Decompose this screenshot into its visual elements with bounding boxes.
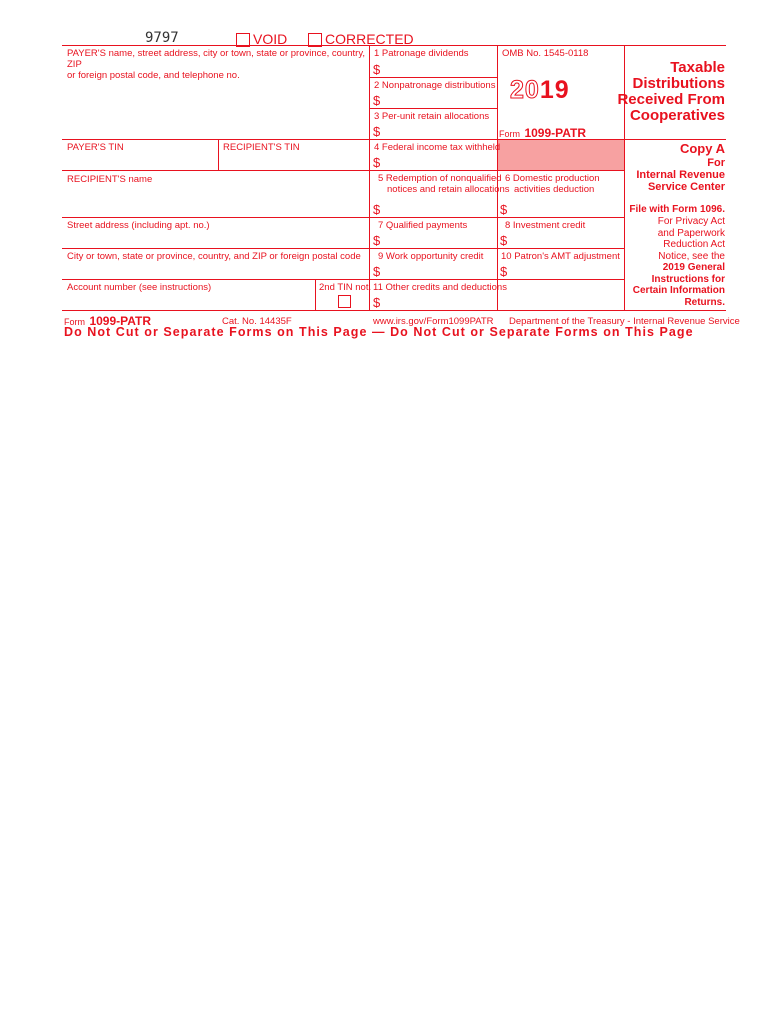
recipient-name-bottom-line (62, 217, 369, 218)
do-not-cut-warning: Do Not Cut or Separate Forms on This Page — Do Not Cut or Separate Forms on This Page (64, 325, 694, 339)
title-bottom-line (624, 139, 726, 140)
form-title-line1: Taxable (670, 59, 725, 76)
tin-bottom-line (62, 170, 369, 171)
tax-year (510, 76, 570, 105)
payer-name-label-line1: PAYER'S name, street address, city or town, state or province, country, ZIP (67, 48, 366, 70)
payer-tin-field[interactable] (63, 154, 217, 169)
box5-bottom-line (369, 217, 624, 218)
box9-input[interactable] (385, 264, 495, 278)
box9-bottom-line (369, 279, 624, 280)
privacy-line3: Reduction Act (663, 239, 725, 250)
footer-form-number: 1099-PATR (89, 314, 152, 328)
privacy-line4: Notice, see the (658, 250, 725, 262)
box7-input[interactable] (385, 233, 495, 247)
box6-label-line2: activities deduction (514, 184, 595, 195)
box8-input[interactable] (512, 233, 622, 247)
box6-label-line1: 6 Domestic production (505, 173, 600, 184)
street-address-field[interactable] (63, 232, 368, 247)
box4-dollar: $ (373, 155, 381, 170)
second-tin-label: 2nd TIN not. (319, 282, 372, 293)
form-name: 1099-PATR (524, 126, 587, 140)
form-name-header (499, 124, 586, 142)
box2-label: 2 Nonpatronage distributions (374, 80, 496, 91)
copy-for: For (707, 157, 725, 169)
general-line4: Returns. (684, 296, 725, 308)
box6-input[interactable] (512, 202, 622, 216)
box5-input[interactable] (385, 202, 495, 216)
void-label: VOID (253, 31, 288, 47)
box5-label-line1: 5 Redemption of nonqualified (378, 173, 502, 184)
file-with-1096: File with Form 1096. (629, 204, 725, 215)
form-bottom-border (62, 310, 726, 311)
box1-dollar: $ (373, 62, 381, 77)
second-tin-divider (315, 279, 316, 310)
box5-label-line2: notices and retain allocations (387, 184, 510, 195)
footer-form-prefix: Form (64, 317, 85, 327)
recipient-name-label: RECIPIENT'S name (67, 174, 153, 185)
account-number-label: Account number (see instructions) (67, 282, 212, 293)
footer-cat-no: Cat. No. 14435F (222, 316, 292, 327)
box4-label: 4 Federal income tax withheld (374, 142, 501, 153)
box3-label: 3 Per-unit retain allocations (374, 111, 490, 122)
footer-url: www.irs.gov/Form1099PATR (373, 316, 494, 327)
footer-department: Department of the Treasury - Internal Revenue Service (509, 316, 740, 327)
box1-bottom-line (369, 77, 497, 78)
payer-name-field[interactable] (63, 72, 368, 138)
payer-bottom-line (62, 139, 369, 140)
box10-input[interactable] (512, 264, 622, 278)
box11-label: 11 Other credits and deductions (373, 282, 507, 293)
tax-year-outline: 20 (510, 76, 540, 104)
second-tin-checkbox[interactable] (338, 295, 351, 308)
box4-bottom-line (369, 170, 624, 171)
general-line3: Certain Information (632, 285, 725, 296)
copy-irs-line2: Service Center (647, 181, 725, 193)
box10-label: 10 Patron's AMT adjustment (501, 251, 620, 262)
privacy-line2: and Paperwork (657, 227, 725, 239)
box10-dollar: $ (500, 264, 508, 279)
street-bottom-line (62, 248, 369, 249)
general-line2: Instructions for (651, 273, 725, 285)
copy-a-title: Copy A (679, 141, 725, 156)
recipient-tin-label: RECIPIENT'S TIN (223, 142, 300, 153)
omb-number: OMB No. 1545-0118 (502, 48, 589, 59)
payer-right-border (369, 45, 370, 310)
account-number-field[interactable] (63, 294, 313, 309)
box5-dollar: $ (373, 202, 381, 217)
box7-label: 7 Qualified payments (378, 220, 468, 231)
privacy-notice (620, 216, 725, 262)
box2-input[interactable] (385, 93, 495, 107)
form-code: 9797 (145, 30, 179, 46)
box3-input[interactable] (385, 124, 495, 138)
box8-dollar: $ (500, 233, 508, 248)
form-title (600, 60, 725, 124)
box8-label: 8 Investment credit (505, 220, 586, 231)
general-instructions (610, 262, 725, 308)
payer-name-label-line2: or foreign postal code, and telephone no. (67, 70, 240, 81)
box1-input[interactable] (385, 62, 495, 76)
form-top-border (62, 45, 726, 46)
shaded-area (498, 140, 624, 170)
city-label: City or town, state or province, country, and ZIP or foreign postal code (67, 251, 361, 262)
box6-label (505, 173, 600, 195)
box4-input[interactable] (385, 155, 495, 169)
box6-dollar: $ (500, 202, 508, 217)
tax-year-solid: 19 (539, 76, 570, 104)
box5-label (378, 173, 510, 195)
box11-input[interactable] (385, 295, 622, 309)
form-title-line2: Distributions (632, 75, 725, 92)
street-address-label: Street address (including apt. no.) (67, 220, 210, 231)
box7-dollar: $ (373, 233, 381, 248)
box2-bottom-line (369, 108, 497, 109)
box3-dollar: $ (373, 124, 381, 139)
privacy-line1: For Privacy Act (657, 216, 725, 227)
copy-irs-line1: Internal Revenue (636, 169, 725, 181)
box11-dollar: $ (373, 295, 381, 310)
city-field[interactable] (63, 263, 368, 278)
box2-dollar: $ (373, 93, 381, 108)
payer-tin-label: PAYER'S TIN (67, 142, 124, 153)
recipient-tin-field[interactable] (219, 154, 368, 169)
corrected-label: CORRECTED (325, 31, 414, 47)
box9-label: 9 Work opportunity credit (378, 251, 484, 262)
form-title-line4: Cooperatives (629, 107, 725, 124)
copy-a-for (626, 157, 725, 193)
box1-label: 1 Patronage dividends (374, 48, 469, 59)
recipient-name-field[interactable] (63, 187, 368, 216)
box9-dollar: $ (373, 264, 381, 279)
form-name-prefix: Form (499, 129, 520, 139)
city-bottom-line (62, 279, 369, 280)
form-title-line3: Received From (617, 91, 725, 108)
general-line1: 2019 General (662, 262, 725, 273)
box7-bottom-line (369, 248, 624, 249)
